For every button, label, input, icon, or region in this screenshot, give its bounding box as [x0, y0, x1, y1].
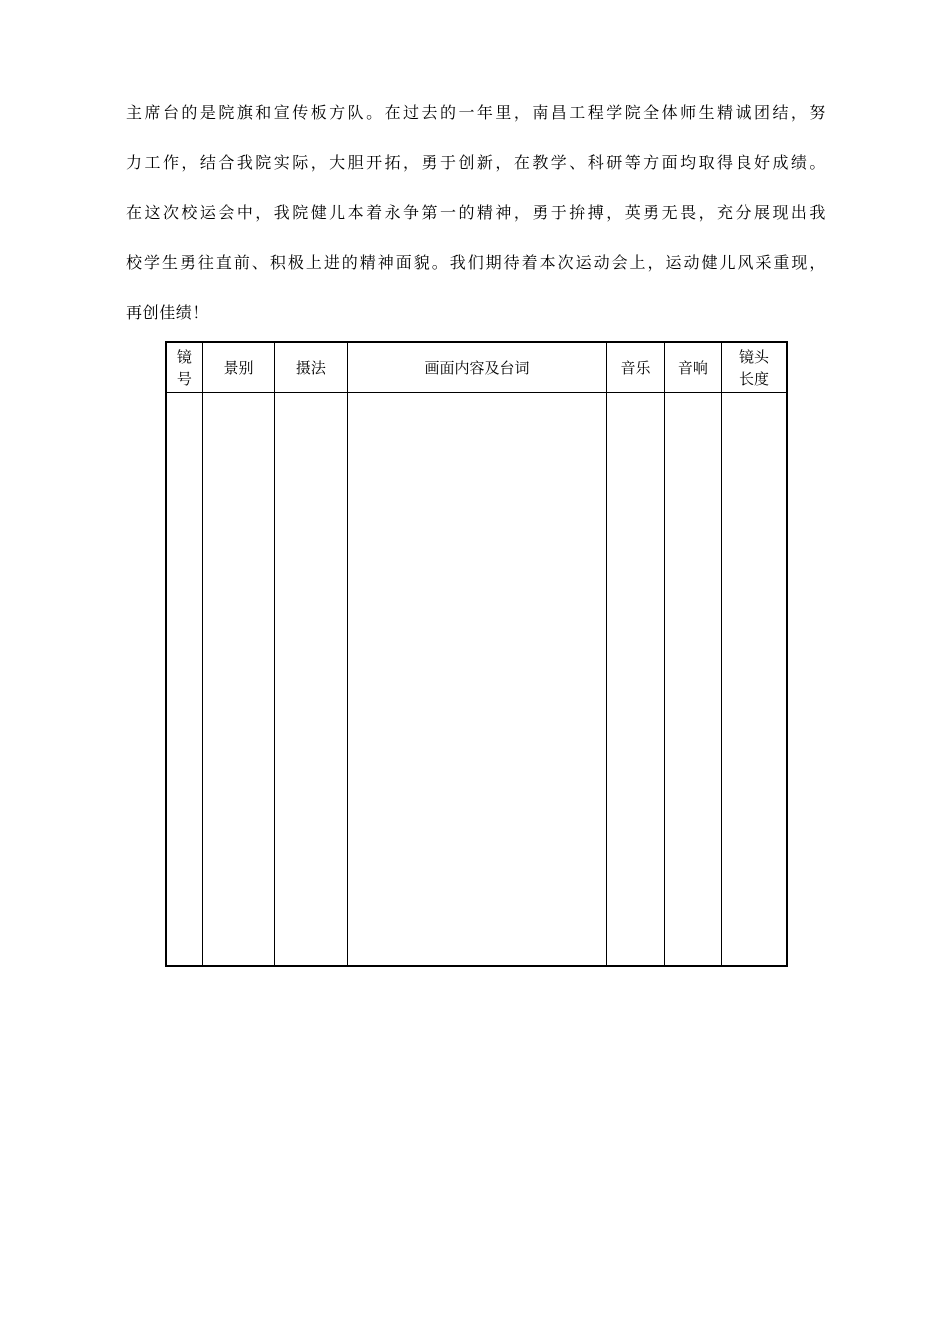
cell-length [722, 393, 787, 967]
cell-content [347, 393, 607, 967]
header-scene: 景别 [202, 342, 274, 393]
header-camera: 摄法 [275, 342, 347, 393]
cell-sound [664, 393, 721, 967]
header-length: 镜头长度 [722, 342, 787, 393]
header-shot-number: 镜号 [166, 342, 202, 393]
paragraph-line: 力工作，结合我院实际，大胆开拓，勇于创新，在教学、科研等方面均取得良好成绩。 [126, 153, 826, 172]
header-content: 画面内容及台词 [347, 342, 607, 393]
table-header-row [166, 342, 787, 393]
header-sound: 音响 [664, 342, 721, 393]
cell-music [607, 393, 664, 967]
paragraph-line: 在这次校运会中，我院健儿本着永争第一的精神，勇于拚搏，英勇无畏，充分展现出我 [126, 203, 826, 222]
paragraph-line: 再创佳绩！ [126, 303, 210, 322]
header-music: 音乐 [607, 342, 664, 393]
table-row [166, 393, 787, 967]
paragraph-line: 校学生勇往直前、积极上进的精神面貌。我们期待着本次运动会上，运动健儿风采重现， [126, 253, 826, 272]
cell-shot-number [166, 393, 202, 967]
cell-scene [202, 393, 274, 967]
storyboard-table [165, 341, 788, 967]
paragraph-line: 主席台的是院旗和宣传板方队。在过去的一年里，南昌工程学院全体师生精诚团结，努 [126, 103, 826, 122]
cell-camera [275, 393, 347, 967]
